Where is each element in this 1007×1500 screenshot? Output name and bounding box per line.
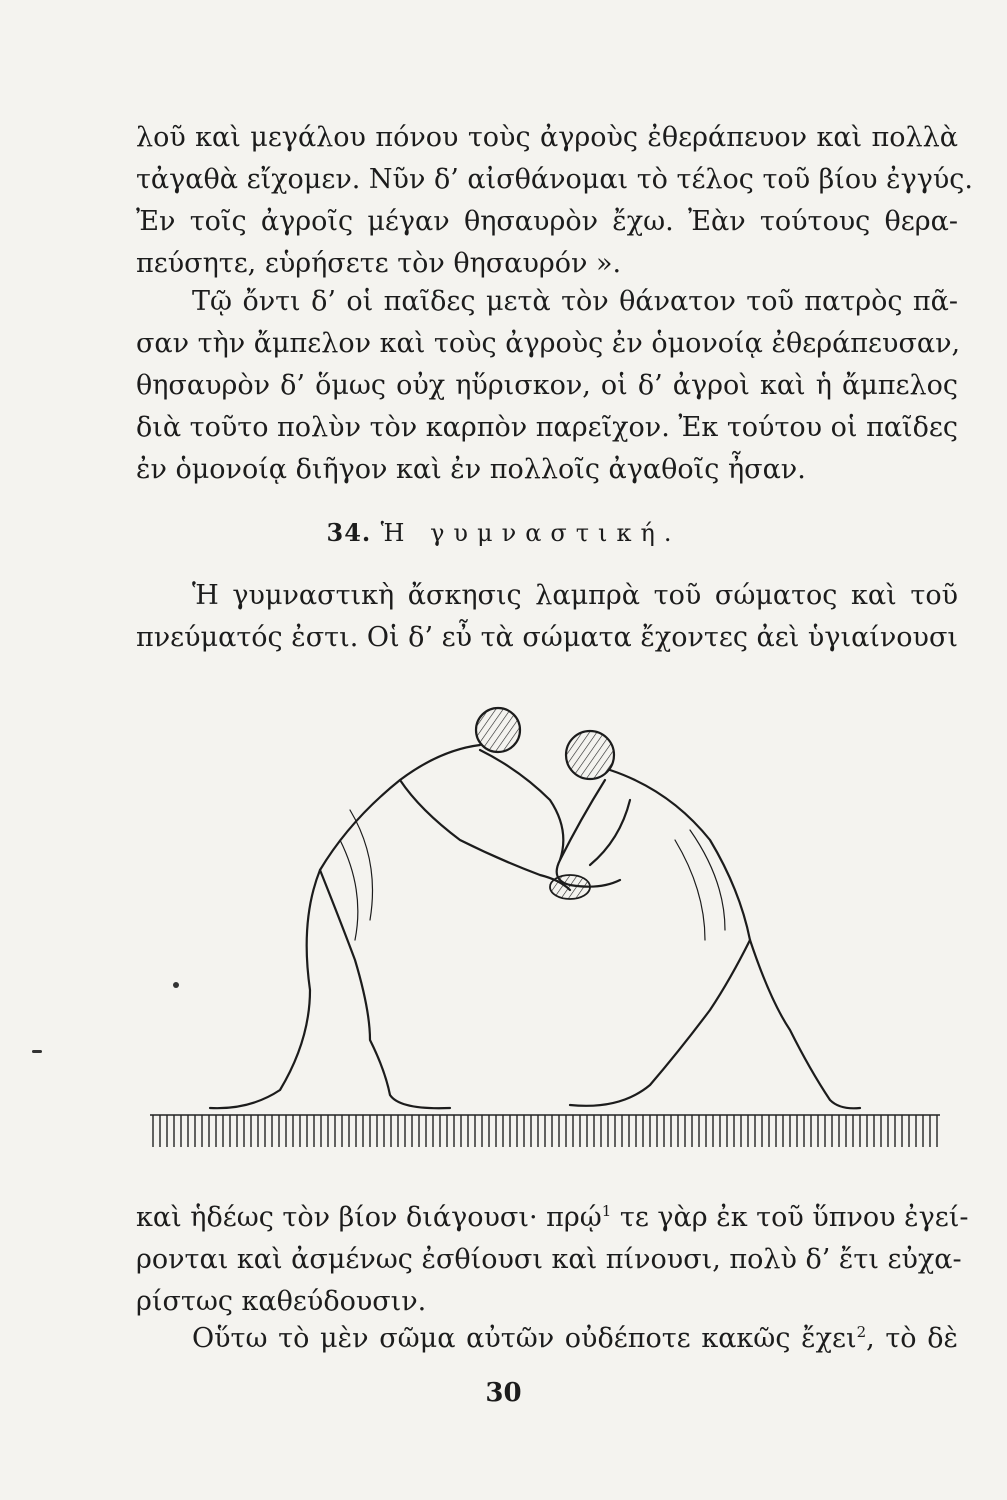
text-segment: καὶ ἡδέως τὸν βίον διάγουσι· πρῴ xyxy=(136,1202,602,1233)
text-line: Ἐν τοῖς ἀγροῖς μέγαν θησαυρὸν ἔχω. Ἐὰν τούτους θερα- xyxy=(136,206,958,237)
paragraph-final xyxy=(136,1318,958,1360)
text-line: τἀγαθὰ εἴχομεν. Νῦν δ’ αἰσθάνομαι τὸ τέλος τοῦ βίου ἐγγύς. xyxy=(136,164,974,195)
text-line: πεύσητε, εὑρήσετε τὸν θησαυρόν ». xyxy=(136,248,622,279)
paragraph-top xyxy=(136,117,974,285)
paragraph-after-figure xyxy=(136,1197,969,1323)
text-line: Ἡ γυμναστικὴ ἄσκησις λαμπρὰ τοῦ σώματος καὶ τοῦ xyxy=(192,580,958,611)
text-line: θησαυρὸν δ’ ὅμως οὐχ ηὕρισκον, οἱ δ’ ἀγροὶ καὶ ἡ ἄμπελος xyxy=(136,370,958,401)
scan-speck xyxy=(32,1050,42,1053)
paragraph-second xyxy=(136,281,961,491)
paragraph-intro xyxy=(136,575,958,659)
text-segment: τε γὰρ ἐκ τοῦ ὕπνου ἐγεί- xyxy=(611,1202,969,1233)
section-title: Ἡ γυμναστική. xyxy=(380,519,681,547)
text-line: σαν τὴν ἄμπελον καὶ τοὺς ἀγροὺς ἐν ὁμονοίᾳ ἐθεράπευσαν, xyxy=(136,328,961,359)
text-line: πνεύματός ἐστι. Οἱ δ’ εὖ τὰ σώματα ἔχοντες ἀεὶ ὑγιαίνουσι xyxy=(136,622,958,653)
text-line: λοῦ καὶ μεγάλου πόνου τοὺς ἀγροὺς ἐθεράπευον καὶ πολλὰ xyxy=(136,122,958,153)
text-line: Τῷ ὄντι δ’ οἱ παῖδες μετὰ τὸν θάνατον τοῦ πατρὸς πᾶ- xyxy=(192,286,958,317)
text-line: ρονται καὶ ἀσμένως ἐσθίουσι καὶ πίνουσι, πολὺ δ’ ἔτι εὐχα- xyxy=(136,1244,962,1275)
text-line: διὰ τοῦτο πολὺν τὸν καρπὸν παρεῖχον. Ἐκ τούτου οἱ παῖδες xyxy=(136,412,958,443)
wrestlers-icon xyxy=(150,690,940,1180)
wrestlers-illustration xyxy=(150,690,940,1180)
text-line xyxy=(136,1318,958,1360)
text-line: ἐν ὁμονοίᾳ διῆγον καὶ ἐν πολλοῖς ἀγαθοῖς ἦσαν. xyxy=(136,454,806,485)
text-line: ρίστως καθεύδουσιν. xyxy=(136,1286,427,1317)
page-number: 30 xyxy=(485,1378,522,1408)
footnote-marker: 2 xyxy=(856,1323,867,1341)
section-number: 34. xyxy=(326,518,372,547)
text-segment: , τὸ δὲ xyxy=(866,1323,958,1354)
scan-speck xyxy=(173,982,179,988)
text-line xyxy=(136,1197,969,1239)
section-heading xyxy=(0,518,1007,547)
text-segment: Οὕτω τὸ μὲν σῶμα αὐτῶν οὐδέποτε κακῶς ἔχει xyxy=(192,1323,857,1354)
footnote-marker: 1 xyxy=(601,1202,612,1220)
